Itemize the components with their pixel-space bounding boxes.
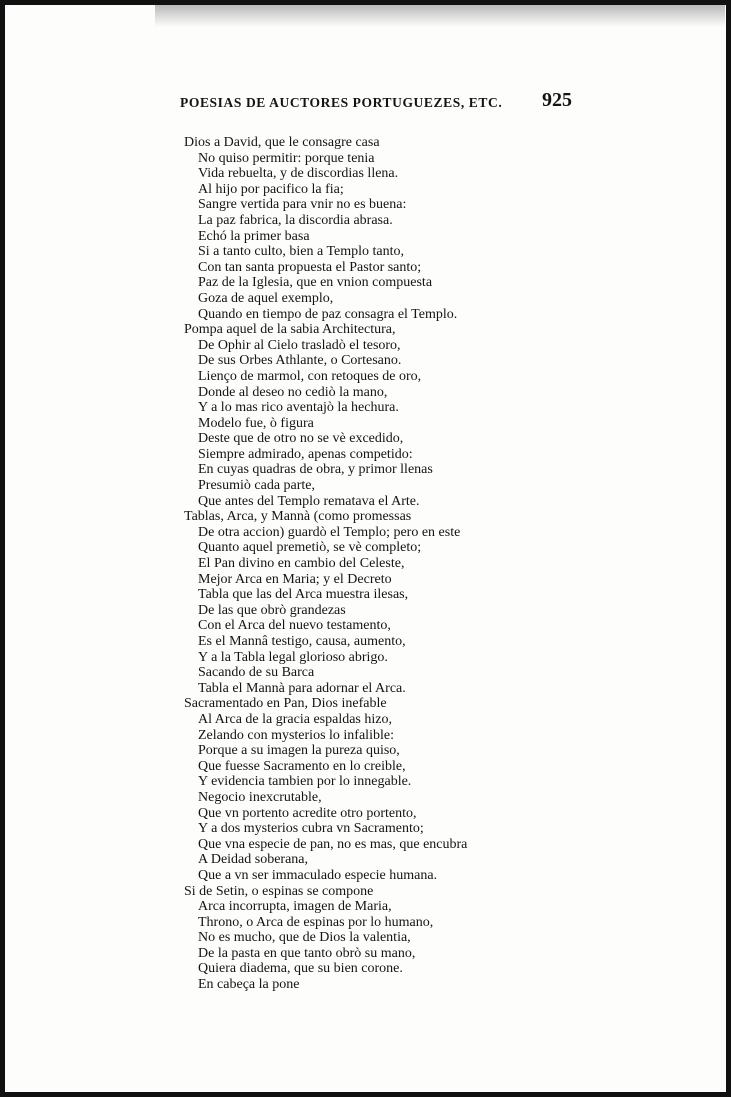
verse-line: No quiso permitir: porque tenia: [198, 150, 375, 166]
verse-line: Arca incorrupta, imagen de Maria,: [198, 899, 392, 915]
verse-line: Que fuesse Sacramento en lo creible,: [198, 758, 406, 774]
verse-line: Dios a David, que le consagre casa: [184, 135, 380, 150]
verse-line: Al hijo por pacifico la fia;: [198, 181, 344, 197]
verse-line: Presumiò cada parte,: [198, 478, 316, 494]
verse-line: Donde al deseo no cediò la mano,: [198, 384, 388, 400]
verse-line: Zelando con mysterios lo infalible:: [198, 727, 394, 743]
verse-line: Si de Setin, o espinas se compone: [184, 883, 374, 899]
verse-line: Mejor Arca en Maria; y el Decreto: [198, 571, 392, 587]
verse-line: Siempre admirado, apenas competido:: [198, 446, 413, 462]
verse-line: En cuyas quadras de obra, y primor llenas: [198, 462, 433, 478]
verse-line: Es el Mannâ testigo, causa, aumento,: [198, 634, 406, 649]
verse-line: Tabla que las del Arca muestra ilesas,: [198, 587, 409, 603]
verse-line: Si a tanto culto, bien a Templo tanto,: [198, 244, 405, 260]
verse-line: La paz fabrica, la discordia abrasa.: [198, 212, 393, 228]
verse-line: Quiera diadema, que su bien corone.: [198, 961, 403, 977]
verse-line: Quando en tiempo de paz consagra el Templo.: [198, 306, 458, 322]
verse-line: De Ophir al Cielo trasladò el tesoro,: [198, 337, 401, 353]
verse-line: Y a lo mas rico aventajò la hechura.: [198, 400, 399, 416]
verse-line: Deste que de otro no se vè excedido,: [198, 431, 404, 447]
verse-line: Porque a su imagen la pureza quiso,: [198, 743, 400, 759]
verse-line: De sus Orbes Athlante, o Cortesano.: [198, 353, 402, 369]
verse-line: No es mucho, que de Dios la valentia,: [198, 930, 411, 946]
verse-line: Que antes del Templo rematava el Arte.: [198, 493, 420, 509]
verse-line: Que vna especie de pan, no es mas, que encubra: [198, 836, 468, 852]
running-head: POESIAS DE AUCTORES PORTUGUEZES, ETC.: [180, 95, 503, 110]
verse-line: En cabeça la pone: [198, 977, 300, 993]
verse-line: Que a vn ser immaculado especie humana.: [198, 867, 438, 883]
verse-line: A Deidad soberana,: [198, 852, 309, 868]
verse-line: Pompa aquel de la sabia Architectura,: [184, 322, 396, 338]
verse-line: Que vn portento acredite otro portento,: [198, 805, 417, 821]
verse-line: Modelo fue, ò figura: [198, 415, 314, 431]
verse-line: Quanto aquel premetiò, se vè completo;: [198, 540, 422, 556]
verse-line: Al Arca de la gracia espaldas hizo,: [198, 711, 392, 727]
verse-line: Y a dos mysterios cubra vn Sacramento;: [198, 821, 424, 837]
verse-line: Sacando de su Barca: [198, 665, 315, 681]
verse-line: Con el Arca del nuevo testamento,: [198, 618, 391, 634]
verse-line: De las que obrò grandezas: [198, 602, 346, 618]
page-number: 925: [542, 89, 572, 111]
scan-shadow: [155, 5, 725, 27]
poem-text: [5, 135, 731, 993]
verse-line: De la pasta en que tanto obrò su mano,: [198, 945, 416, 961]
verse-line: Echó la primer basa: [198, 228, 310, 244]
verse-line: De otra accion) guardò el Templo; pero en este: [198, 524, 461, 540]
verse-line: El Pan divino en cambio del Celeste,: [198, 556, 405, 572]
verse-line: Paz de la Iglesia, que en vnion compuesta: [198, 275, 433, 291]
verse-line: Y a la Tabla legal glorioso abrigo.: [198, 649, 388, 665]
verse-line: Throno, o Arca de espinas por lo humano,: [198, 914, 434, 930]
verse-line: Y evidencia tambien por lo innegable.: [198, 774, 412, 790]
verse-line: Lienço de marmol, con retoques de oro,: [198, 368, 422, 384]
verse-line: Tabla el Mannà para adornar el Arca.: [198, 680, 406, 696]
verse-line: Goza de aquel exemplo,: [198, 290, 334, 306]
verse-line: Tablas, Arca, y Mannà (como promessas: [184, 509, 412, 525]
verse-line: Con tan santa propuesta el Pastor santo;: [198, 259, 422, 275]
verse-line: Sangre vertida para vnir no es buena:: [198, 197, 407, 213]
verse-line: Negocio inexcrutable,: [198, 789, 322, 805]
verse-line: Sacramentado en Pan, Dios inefable: [184, 696, 387, 712]
verse-line: Vida rebuelta, y de discordias llena.: [198, 166, 399, 182]
